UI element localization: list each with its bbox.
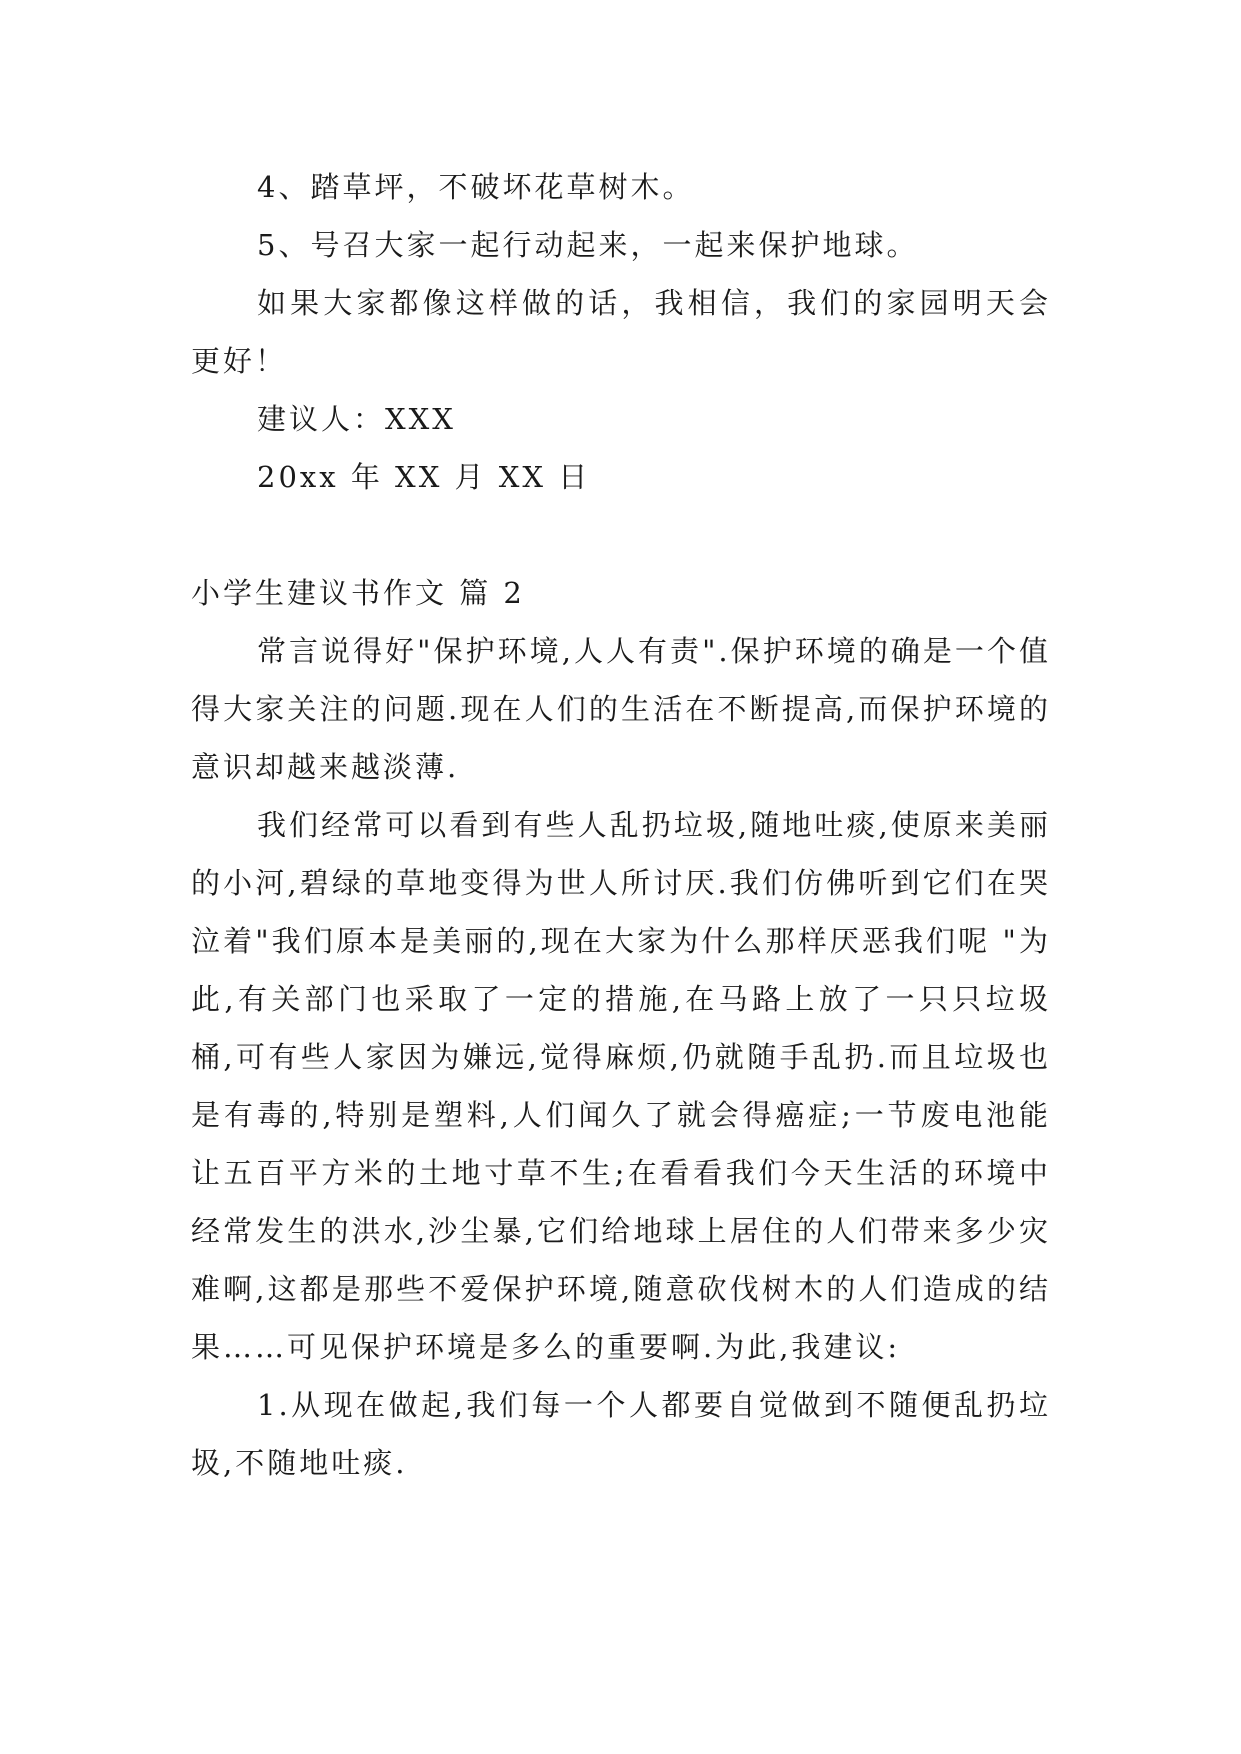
suggestion-item-5: 5、号召大家一起行动起来，一起来保护地球。 — [257, 228, 919, 262]
section-spacer — [191, 506, 1051, 564]
signer-line: 建议人：XXX — [257, 402, 456, 436]
date-line: 20xx 年 XX 月 XX 日 — [257, 460, 591, 494]
section-heading: 小学生建议书作文 篇 2 — [191, 576, 525, 610]
suggestion-paragraph: 1.从现在做起,我们每一个人都要自觉做到不随便乱扔垃圾,不随地吐痰. — [191, 1388, 1051, 1480]
document-body — [191, 158, 1051, 1492]
closing-paragraph: 如果大家都像这样做的话，我相信，我们的家园明天会更好！ — [191, 286, 1051, 378]
suggestion-item-4: 4、踏草坪，不破坏花草树木。 — [257, 170, 695, 204]
body-paragraph: 我们经常可以看到有些人乱扔垃圾,随地吐痰,使原来美丽的小河,碧绿的草地变得为世人所讨厌.我们仿佛听到它们在哭泣着"我们原本是美丽的,现在大家为什么那样厌恶我们呢 "为此,有关部门也采取了一定的措施,在马路上放了一只只垃圾桶,可有些人家因为嫌远,觉得麻烦,仍就随手乱扔.而且垃圾也是有毒的,特别是塑料,人们闻久了就会得癌症;一节废电池能让五百平方米的土地寸草不生;在看看我们今天生活的环境中经常发生的洪水,沙尘暴,它们给地球上居住的人们带来多少灾难啊,这都是那些不爱保护环境,随意砍伐树木的人们造成的结果……可见保护环境是多么的重要啊.为此,我建议: — [191, 808, 1051, 1364]
body-paragraph: 常言说得好"保护环境,人人有责".保护环境的确是一个值得大家关注的问题.现在人们的生活在不断提高,而保护环境的意识却越来越淡薄. — [191, 634, 1051, 784]
